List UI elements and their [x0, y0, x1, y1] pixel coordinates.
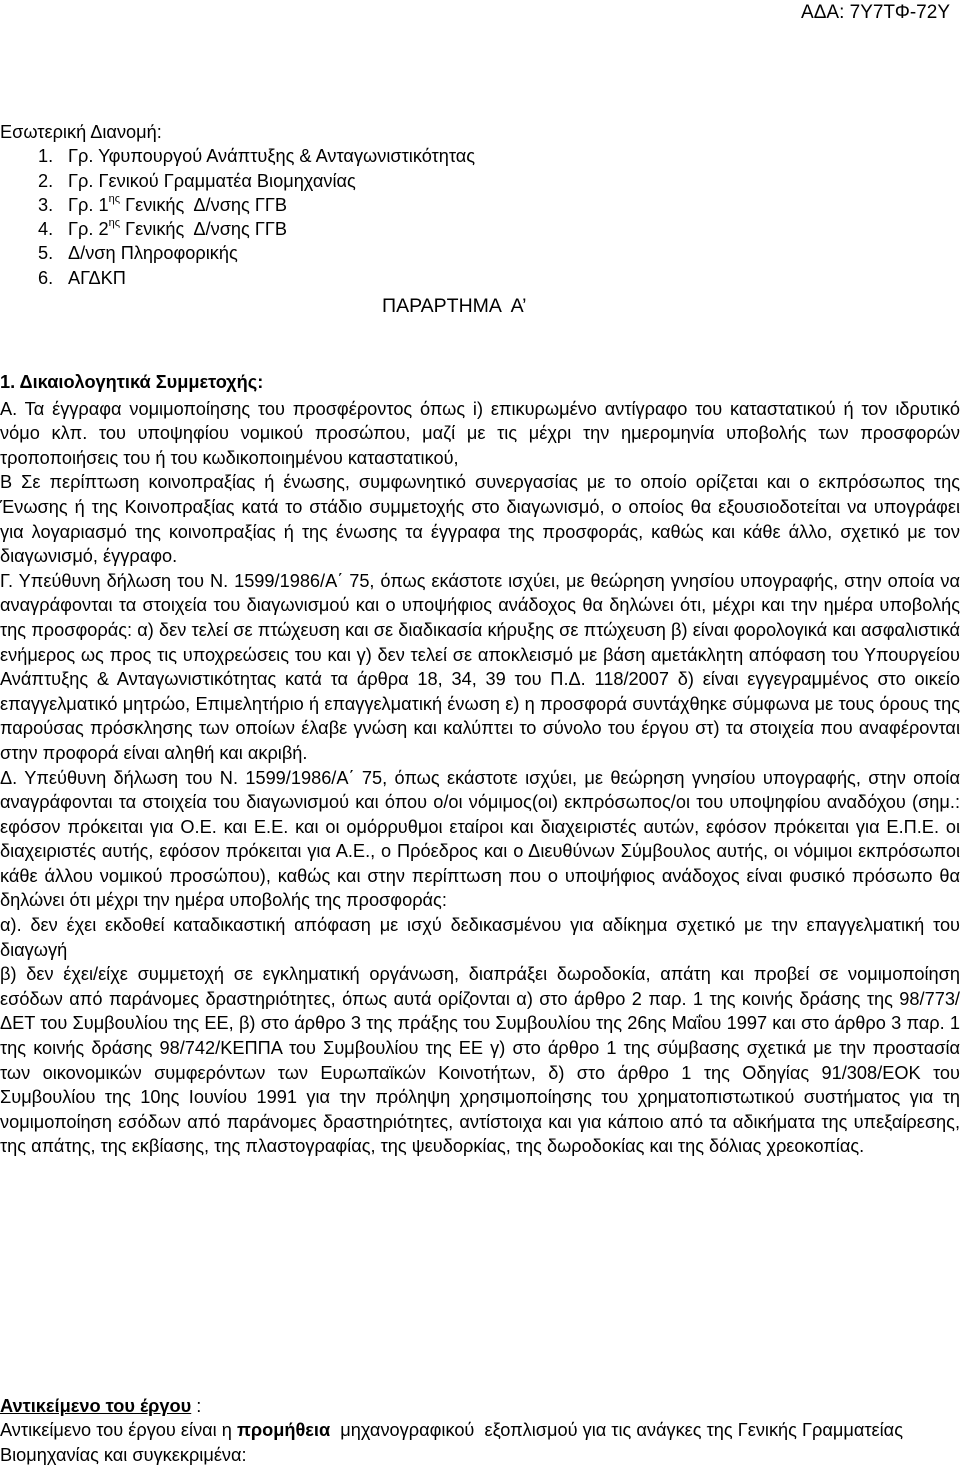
subject-text: [0, 1418, 960, 1467]
item-number: 5.: [38, 243, 54, 264]
item-number: 4.: [38, 219, 54, 240]
list-item: [0, 241, 475, 265]
list-item: [0, 266, 475, 290]
subject-heading-line: [0, 1394, 960, 1418]
ada-code: ΑΔΑ: 7Υ7ΤΦ-72Υ: [801, 2, 950, 23]
item-text-pre: Γρ. 2: [68, 219, 109, 240]
annex-title: ΠΑΡΑΡΤΗΜΑ Α’: [382, 295, 527, 317]
subject-heading: Αντικείμενο του έργου: [0, 1396, 192, 1416]
item-text-pre: Γρ. 1: [68, 194, 109, 215]
paragraph-c: Γ. Υπεύθυνη δήλωση του Ν. 1599/1986/Α΄ 75, όπως εκάστοτε ισχύει, με θεώρηση γνησίου υπογραφής, στην οποία να αναγράφονται τα στοιχεία του διαγωνισμού και ο υποψήφιος ανάδοχος θα δηλώνει ότι, μέχρι και την ημέρα υποβολής της προσφοράς: α) δεν τελεί σε πτώχευση και σε διαδικασία κήρυξης σε πτώχευση β) είναι φορολογικά και ασφαλιστικά ενήμερος ως προς τις υποχρεώσεις του και γ) δεν τελεί σε αποκλεισμό με βάση αμετάκλητη απόφαση του Υπουργείου Ανάπτυξης & Ανταγωνιστικότητας κατά τα άρθρα 18, 34, 39 του Π.Δ. 118/2007 δ) είναι εγγεγραμμένος στο οικείο επαγγελματικό μητρώο, Επιμελητήριο ή επαγγελματική ένωση ε) η προσφορά συντάχθηκε σύμφωνα με τους όρους της παρούσας πρόσκλησης των οποίων έλαβε γνώση και καλύπτει το σύνολο του έργου στ) τα στοιχεία που αναφέρονται στην προφορά είναι αληθή και ακριβή.: [0, 570, 960, 763]
paragraph-d-a: α). δεν έχει εκδοθεί καταδικαστική απόφαση με ισχύ δεδικασμένου για αδίκημα σχετικό με την επαγγελματική του διαγωγή: [0, 915, 960, 960]
item-text: [68, 219, 287, 239]
ordinal-suffix: ης: [108, 217, 121, 230]
item-number: 3.: [38, 194, 54, 215]
subject-heading-suffix: :: [191, 1396, 202, 1416]
distribution-list: [0, 144, 475, 290]
participation-requirements: [0, 370, 960, 1159]
list-item: [0, 217, 475, 241]
ordinal-suffix: ης: [108, 192, 121, 205]
project-subject: [0, 1394, 960, 1467]
item-number: 2.: [38, 170, 54, 191]
item-text: Γρ. Γενικού Γραμματέα Βιομηχανίας: [68, 170, 356, 191]
item-text: ΑΓΔΚΠ: [68, 267, 126, 288]
item-text: Δ/νση Πληροφορικής: [68, 243, 238, 264]
list-item: [0, 144, 475, 168]
item-text-post: Γενικής Δ/νσης ΓΓΒ: [120, 219, 288, 240]
internal-distribution: [0, 120, 475, 290]
subject-text-bold: προμήθεια: [236, 1420, 331, 1441]
item-number: 6.: [38, 267, 54, 288]
paragraph-d: Δ. Υπεύθυνη δήλωση του Ν. 1599/1986/Α΄ 75, όπως εκάστοτε ισχύει, με θεώρηση γνησίου υπογραφής, στην οποία αναγράφονται τα στοιχεία του διαγωνισμού και όπου ο/οι νόμιμος(οι) εκπρόσωπος/οι του υποψηφίου αναδόχου (σημ.: εφόσον πρόκειται για Ο.Ε. και Ε.Ε. και οι ομόρρυθμοι εταίροι και διαχειριστές αυτών, εφόσον πρόκειται για Ε.Π.Ε. οι διαχειριστές αυτής, εφόσον πρόκειται για Α.Ε., ο Πρόεδρος και ο Διευθύνων Σύμβουλος αυτής, οι νόμιμοι εκπρόσωποι κάθε άλλου νομικού προσώπου), καθώς και στην περίπτωση που ο υποψήφιος ανάδοχος είναι φυσικό πρόσωπο θα δηλώνει ότι μέχρι την ημέρα υποβολής της προσφοράς:: [0, 767, 960, 911]
item-text: [68, 192, 288, 215]
item-text: Γρ. Υφυπουργού Ανάπτυξης & Ανταγωνιστικότητας: [68, 146, 476, 167]
paragraph-b: Β Σε περίπτωση κοινοπραξίας ή ένωσης, συμφωνητικό συνεργασίας με το οποίο ορίζεται και ο εκπρόσωπος της Ένωσης ή της Κοινοπραξίας κατά το στάδιο συμμετοχής στο διαγωνισμό, ο οποίος θα εξουσιοδοτείται να υπογράφει για λογαριασμό της κοινοπραξίας ή της ένωσης τα έγγραφα της προσφοράς, καθώς και κάθε άλλο, σχετικό με τον διαγωνισμό, έγγραφο.: [0, 472, 960, 567]
subject-text-post: μηχανογραφικού εξοπλισμού για τις ανάγκες της Γενικής Γραμματείας Βιομηχανίας και συγκεκριμένα:: [0, 1420, 909, 1465]
internal-distribution-heading: Εσωτερική Διανομή:: [0, 122, 162, 142]
item-number: 1.: [38, 146, 54, 167]
section-heading: 1. Δικαιολογητικά Συμμετοχής:: [0, 372, 264, 392]
paragraph-a: Α. Τα έγγραφα νομιμοποίησης του προσφέροντος όπως i) επικυρωμένο αντίγραφο του καταστατικού ή τον ιδρυτικό νόμο κλπ. του υποψηφίου νομικού προσώπου, μαζί με τις μέχρι την ημερομηνία υποβολής των προσφορών τροποποιήσεις του ή του κωδικοποιημένου καταστατικού,: [0, 398, 960, 468]
list-item: [0, 169, 475, 193]
paragraph-d-b: β) δεν έχει/είχε συμμετοχή σε εγκληματική οργάνωση, διαπράξει δωροδοκία, απάτη και προβεί σε νομιμοποίηση εσόδων από παράνομες δραστηριότητες, όπως αυτά ορίζονται α) στο άρθρο 2 παρ. 1 της κοινής δράσης της 98/773/ΔΕΤ του Συμβουλίου της ΕΕ, β) στο άρθρο 3 της πράξης του Συμβουλίου της 26ης Μαΐου 1997 και στο άρθρο 3 παρ. 1 της κοινής δράσης 98/742/ΚΕΠΠΑ του Συμβουλίου της ΕΕ γ) στο άρθρο 1 της σύμβασης σχετικά με την προστασία των οικονομικών συμφερόντων των Ευρωπαϊκών Κοινοτήτων, δ) στο άρθρο 1 της Οδηγίας 91/308/ΕΟΚ του Συμβουλίου της 10ης Ιουνίου 1991 για την πρόληψη χρησιμοποίησης του χρηματοπιστωτικού συστήματος για τη νομιμοποίηση εσόδων από παράνομες δραστηριότητες, αντίστοιχα και για κάποιο από τα αδικήματα της υπεξαίρεσης, της απάτης, της εκβίασης, της πλαστογραφίας, της ψευδορκίας, της δωροδοκίας και της δόλιας χρεοκοπίας.: [0, 964, 960, 1157]
subject-text-pre: Αντικείμενο του έργου είναι η: [0, 1420, 237, 1441]
list-item: [0, 193, 475, 217]
item-text-post: Γενικής Δ/νσης ΓΓΒ: [120, 194, 288, 215]
